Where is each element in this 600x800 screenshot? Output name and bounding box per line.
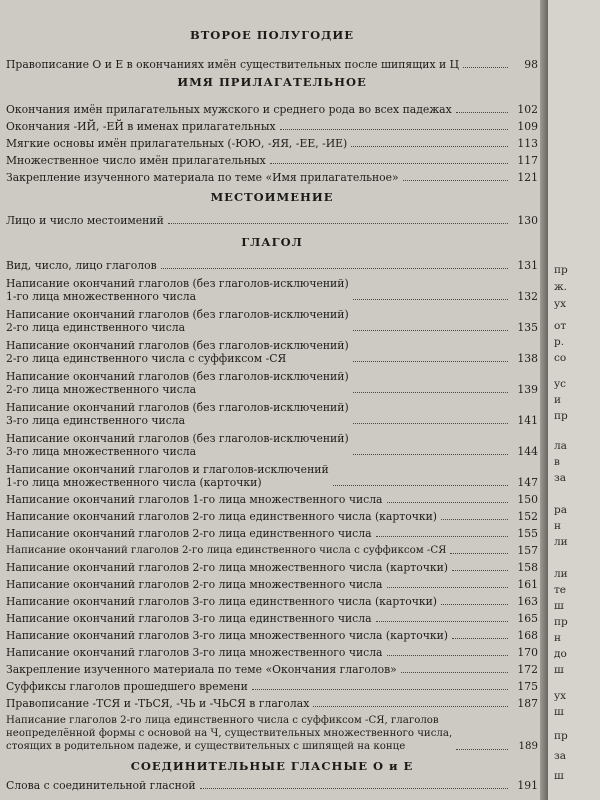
toc-page-number: 113 [517,137,538,150]
toc-entry-title: Слова с соединительной гласной [6,779,196,792]
toc-entry-title: Написание окончаний глаголов 2-го лица множественного числа (карточки) [6,561,449,574]
toc-entry [6,714,538,753]
facing-page-fragment: ра [554,504,567,516]
leader-dots [387,654,509,656]
leader-dots [450,552,508,554]
toc-entry-title: Правописание -ТСЯ и -ТЬСЯ, -ЧЬ и -ЧЬСЯ в глаголах [6,697,310,710]
section-heading: СОЕДИНИТЕЛЬНЫЕ ГЛАСНЫЕ О и Е [130,759,414,773]
toc-page-number: 191 [517,779,538,792]
toc-page-number: 165 [517,612,538,625]
toc-page-number: 131 [517,259,538,272]
toc-page-number: 130 [517,214,538,227]
toc-entry-title: Суффиксы глаголов прошедшего времени [6,680,248,693]
facing-page-fragment: те [554,584,567,596]
leader-dots [376,535,508,537]
facing-page-fragment: н [554,520,561,532]
facing-page-fragment: пр [554,410,568,422]
toc-entry [6,401,538,427]
facing-page-fragment: за [554,750,566,762]
toc-entry [6,339,538,365]
toc-page-number: 163 [517,595,538,608]
facing-page-fragment: от [554,320,567,332]
facing-page-fragment: пр [554,730,568,742]
facing-page-fragment: в [554,456,560,468]
facing-page [548,0,600,800]
toc-entry-title-line: стоящих в родительном падеже, и существительных с шипящей на конце [6,741,406,752]
toc-entry-title: Мягкие основы имён прилагательных (-ЮЮ, -ЯЯ, -ЕЕ, -ИЕ) [6,137,348,150]
leader-dots [387,586,509,588]
section-heading: ГЛАГОЛ [241,235,303,249]
toc-entry-title: Правописание О и Е в окончаниях имён существительных после шипящих и Ц [6,58,460,71]
facing-page-fragment: пр [554,616,568,628]
facing-page-fragment: за [554,472,566,484]
toc-entry [6,137,538,150]
toc-entry [6,58,538,71]
toc-entry-title: Написание окончаний глаголов 3-го лица множественного числа (карточки) [6,629,449,642]
leader-dots [353,453,508,455]
toc-page-number: 155 [517,527,538,540]
facing-page-fragment: ух [554,298,567,310]
toc-page-number: 161 [517,578,538,591]
leader-dots [401,671,508,673]
toc-entry [6,308,538,334]
toc-entry-title: 2-го лица множественного числа [6,383,197,396]
leader-dots [313,705,508,707]
leader-dots [456,748,508,750]
toc-page-number: 144 [517,445,538,458]
toc-page-number: 150 [517,493,538,506]
toc-page-number: 175 [517,680,538,693]
toc-entry [6,578,538,591]
leader-dots [353,360,508,362]
toc-entry [6,697,538,710]
facing-page-fragment: ш [554,770,564,782]
toc-entry [6,544,538,557]
facing-page-fragment: ш [554,600,564,612]
toc-entry-title-line: Написание окончаний глаголов и глаголов-исключений [6,463,329,476]
toc-entry-title-line: Написание окончаний глаголов (без глаголов-исключений) [6,370,349,383]
toc-page-number: 170 [517,646,538,659]
toc-entry [6,259,538,272]
toc-entry [6,595,538,608]
toc-entry-title: 1-го лица множественного числа [6,290,197,303]
toc-entry [6,680,538,693]
toc-page-number: 117 [517,154,538,167]
toc-entry-title: Написание окончаний глаголов 2-го лица множественного числа [6,578,383,591]
leader-dots [168,222,508,224]
facing-page-fragment: ш [554,664,564,676]
toc-entry-title-line: Написание окончаний глаголов (без глаголов-исключений) [6,308,349,321]
toc-entry-title: Лицо и число местоимений [6,214,164,227]
toc-entry-title-line: неопределённой формы с основой на Ч, существительных множественного числа, [6,728,453,739]
leader-dots [403,179,508,181]
toc-page-number: 138 [517,352,538,365]
toc-entry-title: 3-го лица единственного числа [6,414,186,427]
toc-page-number: 172 [517,663,538,676]
toc-entry-title: Написание окончаний глаголов 2-го лица единственного числа (карточки) [6,510,438,523]
facing-page-fragment: ж. [554,281,567,293]
section-heading: МЕСТОИМЕНИЕ [210,190,334,204]
facing-page-fragment: р. [554,336,565,348]
toc-entry [6,612,538,625]
toc-entry [6,154,538,167]
toc-entry [6,493,538,506]
leader-dots [463,66,508,68]
toc-page-number: 98 [524,58,538,71]
toc-entry-title: Закрепление изученного материала по теме «Имя прилагательное» [6,171,399,184]
toc-entry-title: Написание окончаний глаголов 3-го лица единственного числа (карточки) [6,595,438,608]
toc-entry-title: 3-го лица множественного числа [6,445,197,458]
toc-entry-title: 2-го лица единственного числа [6,321,186,334]
section-heading: ИМЯ ПРИЛАГАТЕЛЬНОЕ [177,75,367,89]
leader-dots [441,518,508,520]
toc-page-number: 121 [517,171,538,184]
toc-entry-title: Окончания имён прилагательных мужского и среднего рода во всех падежах [6,103,452,116]
facing-page-fragment: н [554,632,561,644]
toc-page-number: 168 [517,629,538,642]
toc-entry [6,510,538,523]
facing-page-fragment: ух [554,690,567,702]
toc-entry [6,629,538,642]
leader-dots [252,688,508,690]
leader-dots [353,329,508,331]
toc-page-number: 109 [517,120,538,133]
toc-page-number: 102 [517,103,538,116]
toc-entry [6,103,538,116]
toc-entry [6,370,538,396]
toc-entry-title: Окончания -ИЙ, -ЕЙ в именах прилагательных [6,120,276,133]
toc-entry-title: Закрепление изученного материала по теме «Окончания глаголов» [6,663,397,676]
leader-dots [333,484,508,486]
toc-entry-title: Вид, число, лицо глаголов [6,259,157,272]
table-of-contents [6,24,538,792]
toc-entry [6,171,538,184]
facing-page-fragment: пр [554,264,568,276]
leader-dots [452,569,508,571]
leader-dots [353,391,508,393]
toc-entry-title: Написание окончаний глаголов 3-го лица единственного числа [6,612,372,625]
toc-page-number: 139 [517,383,538,396]
toc-entry-title-line: Написание окончаний глаголов (без глаголов-исключений) [6,401,349,414]
toc-entry-title-line: Написание окончаний глаголов (без глаголов-исключений) [6,339,349,352]
toc-page-number: 141 [517,414,538,427]
leader-dots [353,298,508,300]
leader-dots [441,603,508,605]
toc-entry-title: Написание окончаний глаголов 2-го лица единственного числа с суффиксом -СЯ [6,545,447,556]
facing-page-fragment: со [554,352,567,364]
toc-page-number: 135 [517,321,538,334]
toc-entry [6,120,538,133]
facing-page-fragment: ш [554,706,564,718]
toc-entry [6,214,538,227]
toc-entry [6,663,538,676]
facing-page-fragment: ла [554,440,567,452]
toc-page-number: 158 [517,561,538,574]
toc-entry [6,527,538,540]
leader-dots [353,422,508,424]
facing-page-fragment: и [554,394,561,406]
toc-page-number: 187 [517,697,538,710]
toc-entry-title: 2-го лица единственного числа с суффиксом -СЯ [6,352,287,365]
toc-page-number: 132 [517,290,538,303]
toc-entry [6,561,538,574]
facing-page-fragment: ли [554,536,568,548]
leader-dots [270,162,508,164]
toc-entry [6,779,538,792]
toc-page-number: 147 [517,476,538,489]
toc-entry-title: Множественное число имён прилагательных [6,154,266,167]
toc-page-number: 152 [517,510,538,523]
toc-page-number: 157 [517,544,538,557]
leader-dots [452,637,508,639]
leader-dots [456,111,508,113]
toc-entry [6,432,538,458]
facing-page-fragment: ус [554,378,567,390]
toc-entry-title-line: Написание окончаний глаголов (без глаголов-исключений) [6,432,349,445]
leader-dots [280,128,508,130]
toc-entry-title-line: Написание глаголов 2-го лица единственного числа с суффиксом -СЯ, глаголов [6,715,439,726]
toc-entry-title-line: Написание окончаний глаголов (без глаголов-исключений) [6,277,349,290]
toc-entry-title: 1-го лица множественного числа (карточки) [6,476,262,489]
facing-page-fragment: ли [554,568,568,580]
toc-entry [6,463,538,489]
leader-dots [200,787,508,789]
toc-entry-title: Написание окончаний глаголов 1-го лица множественного числа [6,493,383,506]
leader-dots [351,145,508,147]
toc-page-number: 189 [518,741,538,752]
leader-dots [387,501,509,503]
facing-page-fragment: до [554,648,567,660]
toc-entry-title: Написание окончаний глаголов 2-го лица единственного числа [6,527,372,540]
toc-entry-title: Написание окончаний глаголов 3-го лица множественного числа [6,646,383,659]
leader-dots [161,267,508,269]
toc-entry [6,277,538,303]
section-heading: ВТОРОЕ ПОЛУГОДИЕ [190,28,354,42]
toc-entry [6,646,538,659]
leader-dots [376,620,508,622]
